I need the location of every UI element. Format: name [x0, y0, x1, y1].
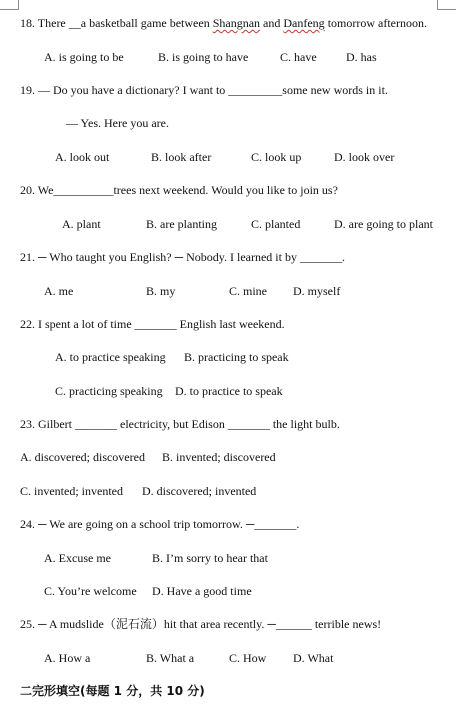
question-25-option-a: A. How a	[44, 651, 91, 665]
question-23-option-c: C. invented; invented	[20, 484, 123, 498]
question-22-option-b: B. practicing to speak	[184, 350, 289, 364]
question-18-stem-mid: and	[260, 16, 284, 30]
question-25-option-d: D. What	[293, 651, 334, 665]
question-25-option-c: C. How	[229, 651, 267, 665]
question-24-option-d: D. Have a good time	[152, 584, 252, 598]
question-18-option-d: D. has	[346, 50, 377, 64]
question-18-option-c: C. have	[280, 50, 317, 64]
question-18-option-a: A. is going to be	[44, 50, 124, 64]
question-21-stem: 21. ─ Who taught you English? ─ Nobody. I learned it by _______.	[20, 250, 345, 264]
question-23-option-d: D. discovered; invented	[142, 484, 257, 498]
question-19-option-a: A. look out	[55, 150, 110, 164]
question-20-option-a: A. plant	[62, 217, 101, 231]
question-21-option-d: D. myself	[293, 284, 341, 298]
question-23-option-b: B. invented; discovered	[162, 450, 276, 464]
question-20-option-d: D. are going to plant	[334, 217, 433, 231]
place-name-shangnan: Shangnan	[212, 16, 261, 30]
question-22-option-d: D. to practice to speak	[175, 384, 283, 398]
question-18-stem	[20, 16, 427, 30]
question-19-reply: — Yes. Here you are.	[66, 116, 169, 130]
question-18-stem-post: tomorrow afternoon.	[324, 16, 427, 30]
question-19-option-c: C. look up	[251, 150, 302, 164]
question-21-option-b: B. my	[146, 284, 176, 298]
question-21-option-c: C. mine	[229, 284, 267, 298]
section-heading-cloze: 二完形填空(每题 1 分，共 10 分)	[20, 684, 205, 698]
question-25-stem: 25. ─ A mudslide（泥石流）hit that area recently. ─______ terrible news!	[20, 617, 382, 631]
place-name-danfeng: Danfeng	[283, 16, 325, 30]
question-24-option-b: B. I’m sorry to hear that	[152, 551, 268, 565]
question-23-option-a: A. discovered; discovered	[20, 450, 145, 464]
question-20-option-b: B. are planting	[146, 217, 217, 231]
page-corner-mark-right	[437, 0, 456, 10]
question-23-stem: 23. Gilbert _______ electricity, but Edison _______ the light bulb.	[20, 417, 340, 431]
question-20-option-c: C. planted	[251, 217, 301, 231]
question-18-option-b: B. is going to have	[158, 50, 249, 64]
question-20-stem: 20. We__________trees next weekend. Would you like to join us?	[20, 183, 338, 197]
question-24-option-c: C. You’re welcome	[44, 584, 137, 598]
question-22-stem: 22. I spent a lot of time _______ English last weekend.	[20, 317, 285, 331]
question-19-option-b: B. look after	[151, 150, 212, 164]
page-corner-mark-left	[0, 0, 19, 10]
question-19-option-d: D. look over	[334, 150, 395, 164]
question-19-stem: 19. — Do you have a dictionary? I want to _________some new words in it.	[20, 83, 388, 97]
question-24-stem: 24. ─ We are going on a school trip tomorrow. ─_______.	[20, 517, 300, 531]
question-22-option-c: C. practicing speaking	[55, 384, 163, 398]
question-21-option-a: A. me	[44, 284, 74, 298]
question-22-option-a: A. to practice speaking	[55, 350, 166, 364]
question-25-option-b: B. What a	[146, 651, 195, 665]
question-24-option-a: A. Excuse me	[44, 551, 111, 565]
question-18-stem-pre: 18. There __a basketball game between	[20, 16, 213, 30]
